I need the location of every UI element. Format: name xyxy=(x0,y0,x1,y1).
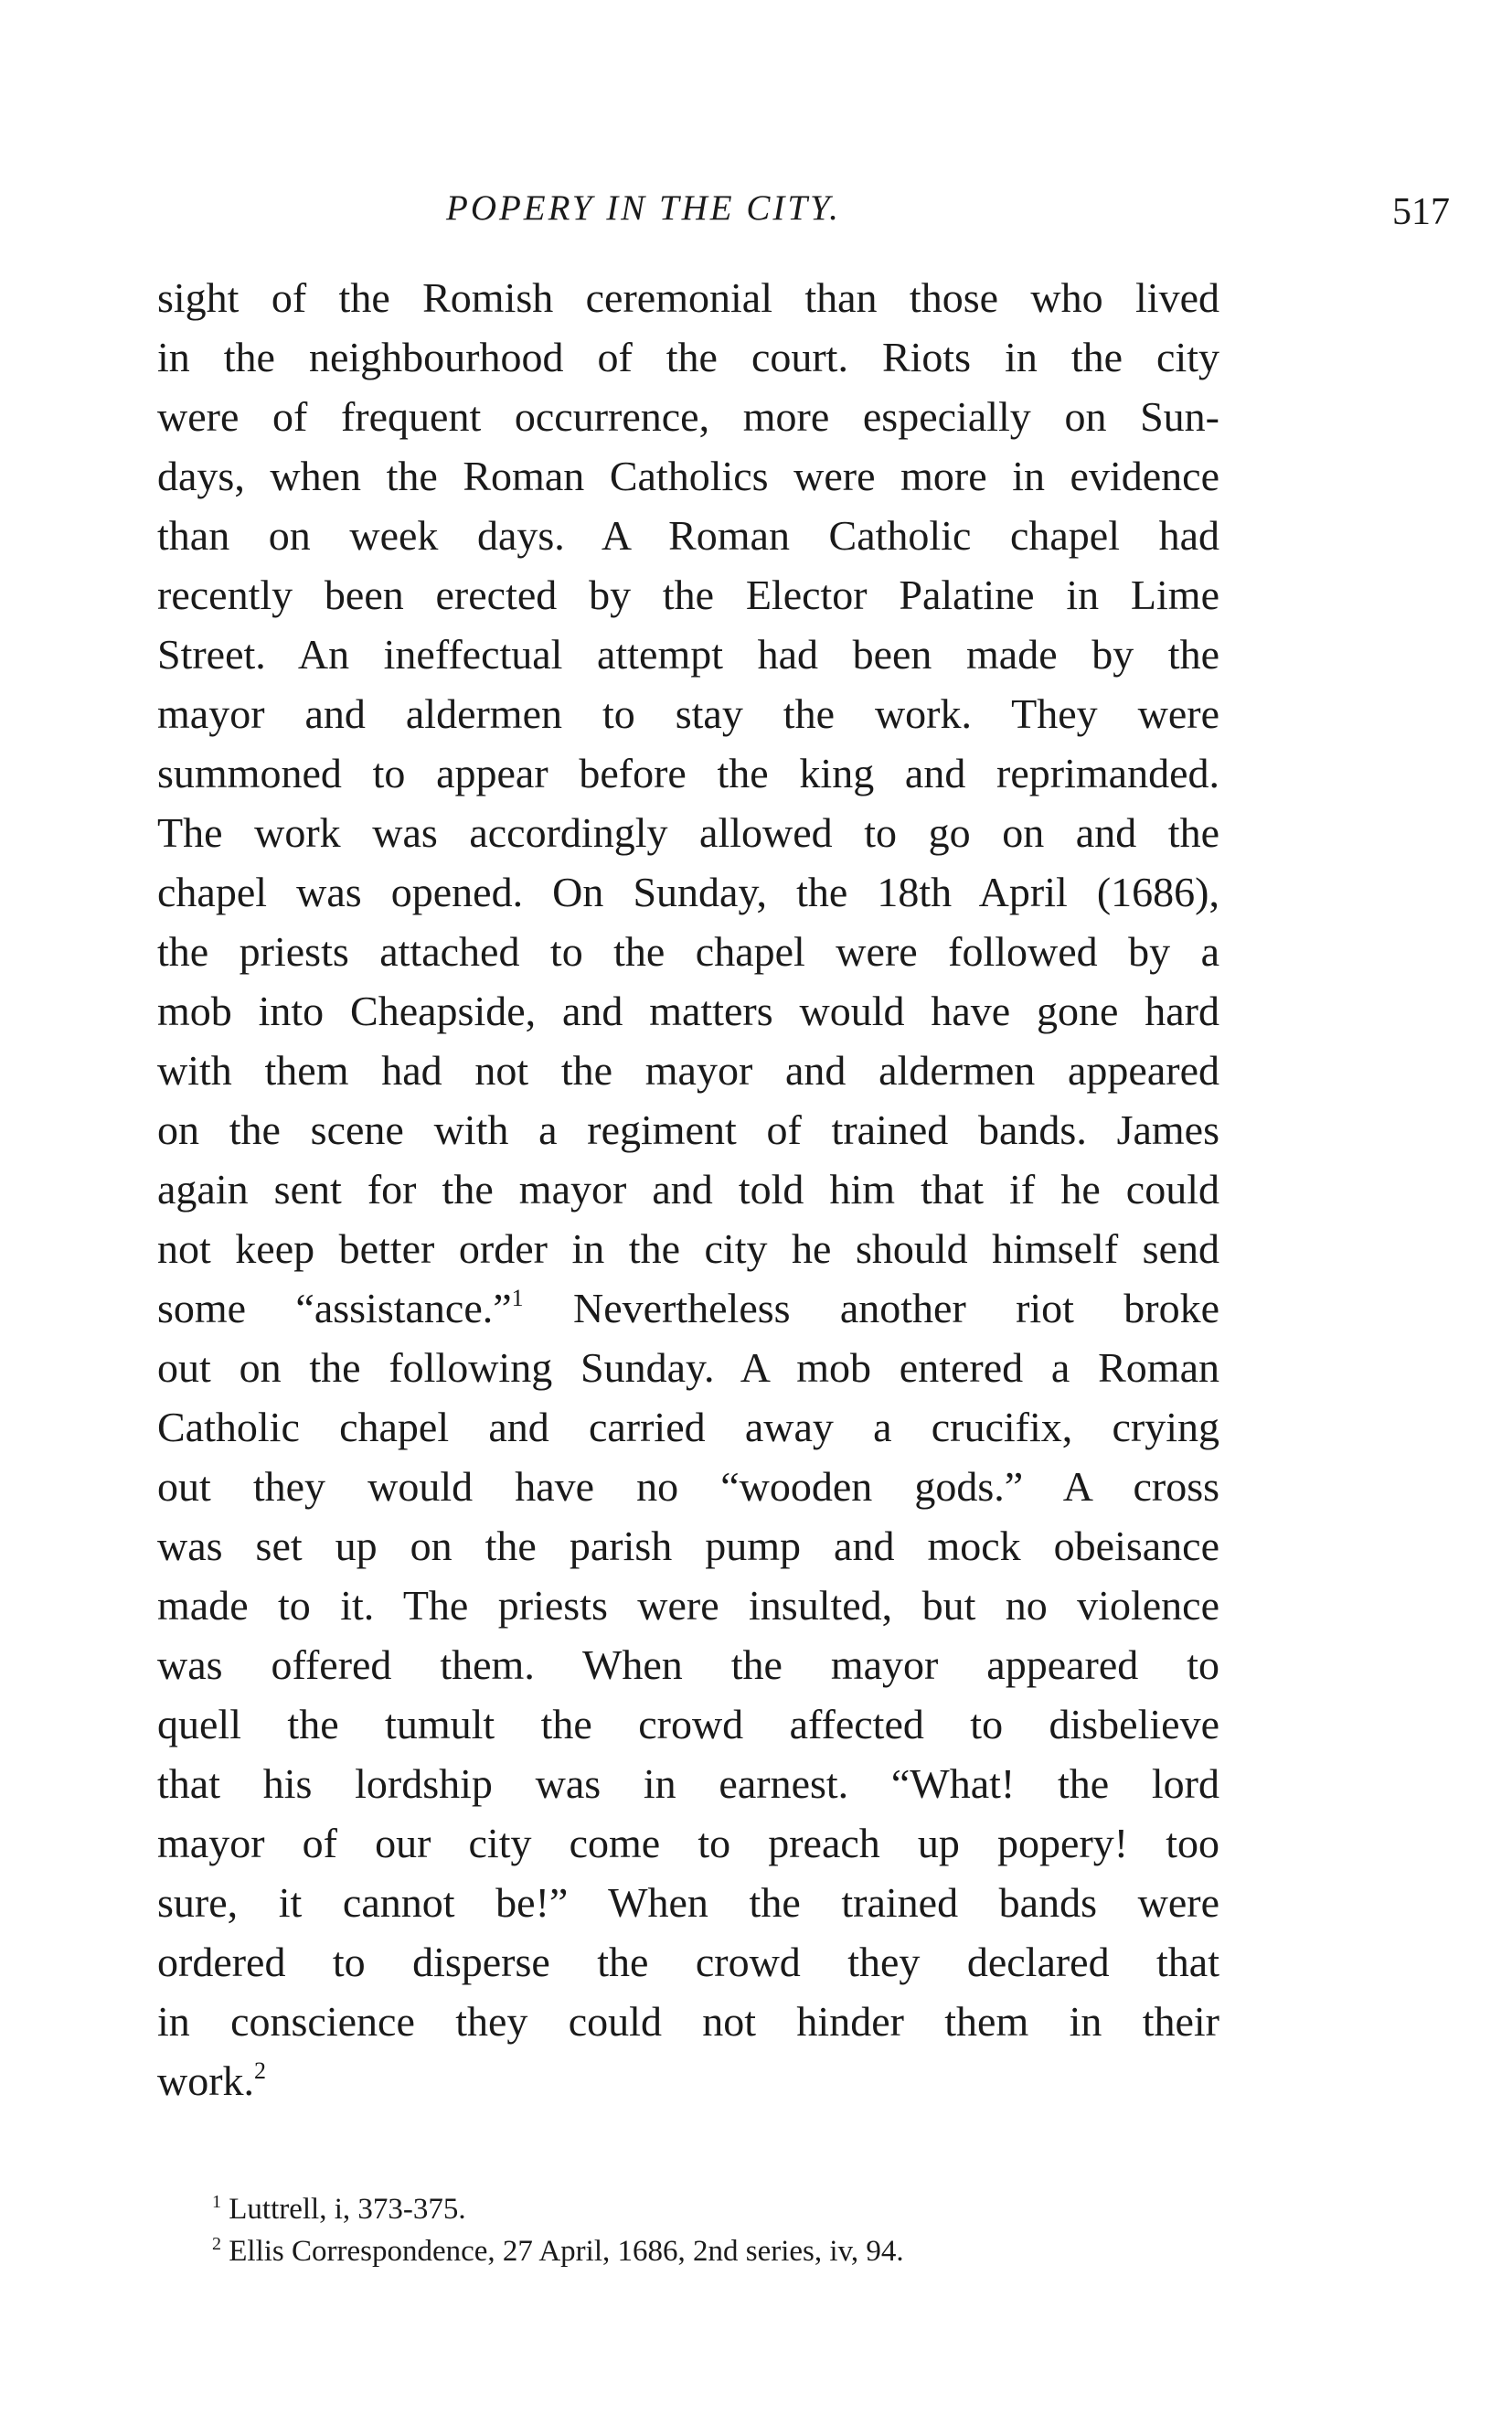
text-line: were of frequent occurrence, more especially on Sun- xyxy=(157,393,1219,440)
text-line-last xyxy=(157,2051,1219,2110)
text-line: Street. An ineffectual attempt had been made by the xyxy=(157,631,1219,678)
line-text: work. xyxy=(157,2057,255,2104)
text-line: sure, it cannot be!” When the trained bands were xyxy=(157,1879,1219,1926)
footnote-marker: 1 xyxy=(212,2192,221,2212)
text-line: out on the following Sunday. A mob entered a Roman xyxy=(157,1344,1219,1391)
text-line: the priests attached to the chapel were followed by a xyxy=(157,928,1219,975)
footnote-text: Luttrell, i, 373-375. xyxy=(221,2193,466,2226)
text-line-with-note-ref xyxy=(157,1278,1219,1338)
text-line: again sent for the mayor and told him that if he could xyxy=(157,1166,1219,1213)
footnote-2 xyxy=(212,2230,1218,2272)
text-line: made to it. The priests were insulted, but no violence xyxy=(157,1582,1219,1629)
text-line: days, when the Roman Catholics were more in evidence xyxy=(157,453,1219,499)
footnote-ref-1: 1 xyxy=(511,1285,524,1311)
text-line: chapel was opened. On Sunday, the 18th April (1686), xyxy=(157,869,1219,915)
text-line: out they would have no “wooden gods.” A cross xyxy=(157,1463,1219,1510)
text-line: was offered them. When the mayor appeared to xyxy=(157,1641,1219,1688)
running-head xyxy=(0,181,1512,236)
footnote-marker: 2 xyxy=(212,2234,221,2254)
text-line: quell the tumult the crowd affected to disbelieve xyxy=(157,1701,1219,1747)
text-line: mob into Cheapside, and matters would have gone hard xyxy=(157,988,1219,1034)
line-text: some “assistance.” xyxy=(157,1285,512,1331)
running-title: POPERY IN THE CITY. xyxy=(446,188,841,228)
footnote-1 xyxy=(212,2188,1218,2230)
footnotes xyxy=(212,2188,1218,2272)
text-line: Catholic chapel and carried away a crucifix, crying xyxy=(157,1404,1219,1450)
text-line: was set up on the parish pump and mock obeisance xyxy=(157,1523,1219,1569)
text-line: ordered to disperse the crowd they declared that xyxy=(157,1939,1219,1985)
line-text: Nevertheless another riot broke xyxy=(523,1285,1219,1331)
text-line: mayor of our city come to preach up popery! too xyxy=(157,1820,1219,1866)
text-line: in the neighbourhood of the court. Riots in the city xyxy=(157,334,1219,380)
text-line: mayor and aldermen to stay the work. They were xyxy=(157,690,1219,737)
text-line: on the scene with a regiment of trained bands. James xyxy=(157,1106,1219,1153)
footnote-text: Ellis Correspondence, 27 April, 1686, 2nd series, iv, 94. xyxy=(221,2235,904,2268)
text-line: The work was accordingly allowed to go on and the xyxy=(157,809,1219,856)
footnote-ref-2: 2 xyxy=(254,2057,267,2084)
text-line: not keep better order in the city he should himself send xyxy=(157,1225,1219,1272)
body-text xyxy=(157,268,1219,2110)
text-line: summoned to appear before the king and reprimanded. xyxy=(157,750,1219,796)
page-number: 517 xyxy=(1392,191,1450,233)
text-line: recently been erected by the Elector Palatine in Lime xyxy=(157,572,1219,618)
text-line: that his lordship was in earnest. “What! the lord xyxy=(157,1760,1219,1807)
text-line: in conscience they could not hinder them in their xyxy=(157,1998,1219,2045)
text-line: than on week days. A Roman Catholic chapel had xyxy=(157,512,1219,559)
text-line: sight of the Romish ceremonial than those who lived xyxy=(157,274,1219,321)
text-line: with them had not the mayor and aldermen appeared xyxy=(157,1047,1219,1094)
